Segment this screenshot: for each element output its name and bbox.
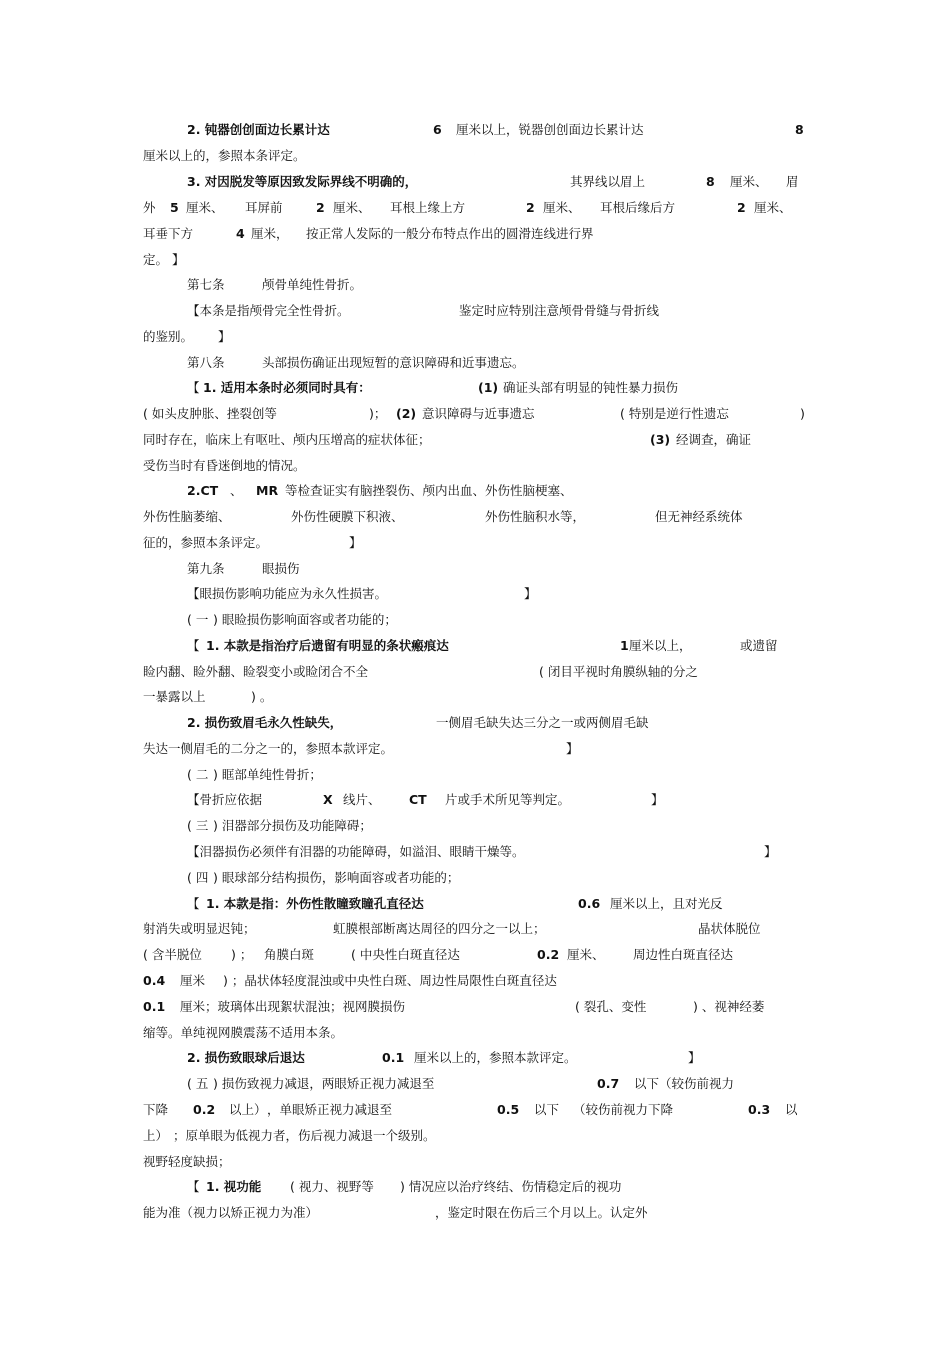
text-segment: 2. 损伤致眉毛永久性缺失， <box>187 715 343 730</box>
text-line <box>0 1150 950 1174</box>
text-line <box>0 737 950 761</box>
text-segment: 【 <box>187 380 200 395</box>
text-line <box>0 402 950 426</box>
text-segment: 【 <box>187 896 200 911</box>
text-segment: 1. 适用本条时必须同时具有： <box>203 380 371 395</box>
text-line <box>0 995 950 1019</box>
text-segment: 的鉴别。 <box>143 329 194 344</box>
text-segment: 角膜白斑 <box>264 947 315 962</box>
text-segment: 能为准（视力以矫正视力为准） <box>143 1205 319 1220</box>
text-segment: ) 眼睑损伤影响面容或者功能的； <box>213 612 397 627</box>
text-segment: 厘米， <box>251 226 289 241</box>
text-segment: ，单眼矫正视力减退至 <box>267 1102 393 1117</box>
text-segment: 厘米、 <box>543 200 581 215</box>
text-line <box>0 531 950 555</box>
text-line <box>0 685 950 709</box>
text-segment: 经调查，确证 <box>676 432 752 447</box>
text-line <box>0 840 950 864</box>
text-segment: 1. 视功能 <box>206 1179 262 1194</box>
text-segment: ( 含半脱位 <box>143 947 202 962</box>
text-segment: 定。 】 <box>143 252 185 267</box>
text-segment: ( 中央性白斑直径达 <box>351 947 460 962</box>
text-line <box>0 660 950 684</box>
text-segment: MR <box>256 483 279 498</box>
text-segment: 】 <box>218 329 231 344</box>
text-segment: 视野轻度缺损； <box>143 1154 231 1169</box>
text-segment: 2 <box>316 200 325 215</box>
text-segment: 缩等。单纯视网膜震荡不适用本条。 <box>143 1025 344 1040</box>
text-segment: 虹膜根部断离达周径的四分之一以上； <box>333 921 546 936</box>
text-segment: 第八条 <box>187 355 225 370</box>
text-segment: X <box>323 792 333 807</box>
text-segment: ( 一 <box>187 612 209 627</box>
text-segment: ( 裂孔、变性 <box>575 999 647 1014</box>
text-segment: 、 <box>230 483 243 498</box>
text-segment: 射消失或明显迟钝； <box>143 921 256 936</box>
text-segment: 厘米、 <box>333 200 371 215</box>
text-segment: 第七条 <box>187 277 225 292</box>
text-line <box>0 351 950 375</box>
text-segment: 外伤性脑积水等， <box>485 509 586 524</box>
text-segment: 【眼损伤影响功能应为永久性损害。 <box>187 586 388 601</box>
text-segment: 上） <box>143 1128 169 1143</box>
text-segment: 下降 <box>143 1102 169 1117</box>
text-segment: ) 。 <box>251 689 273 704</box>
text-segment: 以上） <box>229 1102 267 1117</box>
text-line <box>0 634 950 658</box>
text-segment: ) 眼球部分结构损伤，影响面容或者功能的； <box>213 870 460 885</box>
text-segment: 厘米以上的，参照本款评定。 <box>414 1050 577 1065</box>
text-segment: 】 <box>524 586 537 601</box>
text-segment: 征的，参照本条评定。 <box>143 535 269 550</box>
text-segment: )； <box>369 406 387 421</box>
text-segment: 0.5 <box>497 1102 520 1117</box>
text-line <box>0 1098 950 1122</box>
text-segment: 片或手术所见等判定。 <box>445 792 571 807</box>
text-segment: (2) <box>396 406 417 421</box>
text-segment: 【 <box>187 638 200 653</box>
text-segment: 【 <box>187 1179 200 1194</box>
text-line <box>0 892 950 916</box>
text-segment: 其界线以眉上 <box>570 174 646 189</box>
text-segment: 厘米、 <box>730 174 768 189</box>
text-segment: 眉 <box>786 174 799 189</box>
text-segment: 【本条是指颅骨完全性骨折。 <box>187 303 350 318</box>
text-segment: 0.2 <box>193 1102 216 1117</box>
text-segment: 】 <box>688 1050 701 1065</box>
text-segment: 耳垂下方 <box>143 226 194 241</box>
text-line <box>0 144 950 168</box>
text-segment: 【骨折应依据 <box>187 792 263 807</box>
text-line <box>0 943 950 967</box>
text-line <box>0 376 950 400</box>
text-segment: 】 <box>764 844 777 859</box>
text-segment: ) 眶部单纯性骨折； <box>213 767 322 782</box>
text-segment: 周边性白斑直径达 <box>633 947 734 962</box>
text-segment: ) 泪器部分损伤及功能障碍； <box>213 818 372 833</box>
text-line <box>0 170 950 194</box>
text-segment: 厘米以上的，参照本条评定。 <box>143 148 306 163</box>
text-segment: 晶状体脱位 <box>698 921 761 936</box>
text-segment: 确证头部有明显的钝性暴力损伤 <box>503 380 679 395</box>
text-segment: ) 情况应以治疗终结、伤情稳定后的视功 <box>400 1179 622 1194</box>
text-segment: 2. 钝器创创面边长累计达 <box>187 122 330 137</box>
text-line <box>0 1175 950 1199</box>
text-segment: 厘米以上，且对光反 <box>610 896 723 911</box>
text-segment: 3. 对因脱发等原因致发际界线不明确的， <box>187 174 418 189</box>
text-line <box>0 582 950 606</box>
text-segment: 1. 本款是指：外伤性散瞳致瞳孔直径达 <box>206 896 424 911</box>
text-segment: (3) <box>650 432 671 447</box>
text-segment: 同时存在，临床上有呕吐、颅内压增高的症状体征； <box>143 432 431 447</box>
text-segment: ) <box>800 406 805 421</box>
text-segment: 颅骨单纯性骨折。 <box>262 277 363 292</box>
text-segment: 厘米；玻璃体出现絮状混浊；视网膜损伤 <box>180 999 406 1014</box>
text-segment: 0.4 <box>143 973 166 988</box>
text-segment: 外伤性脑萎缩、 <box>143 509 231 524</box>
text-segment: 耳根上缘上方 <box>390 200 466 215</box>
text-segment: ) 损伤致视力减退，两眼矫正视力减退至 <box>213 1076 435 1091</box>
text-segment: 耳屏前 <box>245 200 283 215</box>
text-segment: 】 <box>651 792 664 807</box>
text-segment: 4 <box>236 226 245 241</box>
text-segment: 失达一侧眉毛的二分之一的，参照本款评定。 <box>143 741 394 756</box>
text-segment: 】 <box>566 741 579 756</box>
text-segment: ( 视力、视野等 <box>290 1179 374 1194</box>
text-line <box>0 196 950 220</box>
text-segment: ( 四 <box>187 870 209 885</box>
text-segment: 睑内翻、睑外翻、睑裂变小或睑闭合不全 <box>143 664 369 679</box>
text-line <box>0 118 950 142</box>
text-segment: (1) <box>478 380 499 395</box>
text-segment: ) ； <box>231 947 253 962</box>
text-segment: 受伤当时有昏迷倒地的情况。 <box>143 458 306 473</box>
text-segment: 0.2 <box>537 947 560 962</box>
text-segment: 眼损伤 <box>262 561 300 576</box>
text-line <box>0 299 950 323</box>
text-line <box>0 505 950 529</box>
text-segment: 1. 本款是指治疗后遗留有明显的条状瘢痕达 <box>206 638 449 653</box>
text-segment: 2.CT <box>187 483 219 498</box>
text-segment: 0.3 <box>748 1102 771 1117</box>
text-segment: ( 二 <box>187 767 209 782</box>
text-segment: ( 五 <box>187 1076 209 1091</box>
text-segment: 线片、 <box>343 792 381 807</box>
text-segment: ( 如头皮肿胀、挫裂创等 <box>143 406 277 421</box>
text-segment: 8 <box>706 174 715 189</box>
text-segment: 】 <box>349 535 362 550</box>
text-segment: 2 <box>526 200 535 215</box>
text-segment: ；原单眼为低视力者，伤后视力减退一个级别。 <box>173 1128 436 1143</box>
text-segment: 0.1 <box>382 1050 405 1065</box>
text-segment: ( 特别是逆行性遗忘 <box>620 406 729 421</box>
text-segment: 1 <box>620 638 629 653</box>
text-segment: 【泪器损伤必须伴有泪器的功能障碍，如溢泪、眼睛干燥等。 <box>187 844 525 859</box>
text-segment: ，鉴定时限在伤后三个月以上。认定外 <box>435 1205 648 1220</box>
text-segment: 意识障碍与近事遗忘 <box>422 406 535 421</box>
text-line <box>0 222 950 246</box>
text-line <box>0 454 950 478</box>
text-segment: ( 三 <box>187 818 209 833</box>
text-segment: CT <box>409 792 427 807</box>
text-line <box>0 479 950 503</box>
text-segment: ) ；晶状体轻度混浊或中央性白斑、周边性局限性白斑直径达 <box>223 973 557 988</box>
text-segment: ) 、视神经萎 <box>693 999 765 1014</box>
text-segment: 一暴露以上 <box>143 689 206 704</box>
text-segment: 厘米以上，锐器创创面边长累计达 <box>456 122 644 137</box>
text-segment: 外伤性硬膜下积液、 <box>291 509 404 524</box>
text-line <box>0 428 950 452</box>
text-segment: 以下 <box>534 1102 560 1117</box>
text-line <box>0 866 950 890</box>
text-segment: 头部损伤确证出现短暂的意识障碍和近事遗忘。 <box>262 355 525 370</box>
text-line <box>0 711 950 735</box>
text-line <box>0 814 950 838</box>
text-segment: 或遗留 <box>740 638 778 653</box>
text-segment: （较伤前视力下降 <box>573 1102 674 1117</box>
text-segment: 第九条 <box>187 561 225 576</box>
text-segment: 2 <box>737 200 746 215</box>
text-line <box>0 608 950 632</box>
text-segment: 0.6 <box>578 896 601 911</box>
text-segment: 厘米、 <box>754 200 792 215</box>
text-segment: 按正常人发际的一般分布特点作出的圆滑连线进行界 <box>306 226 594 241</box>
text-line <box>0 969 950 993</box>
text-segment: ( 闭目平视时角膜纵轴的分之 <box>539 664 698 679</box>
text-line <box>0 248 950 272</box>
text-segment: 等检查证实有脑挫裂伤、颅内出血、外伤性脑梗塞、 <box>285 483 573 498</box>
text-line <box>0 1124 950 1148</box>
text-line <box>0 1072 950 1096</box>
text-segment: 一侧眉毛缺失达三分之一或两侧眉毛缺 <box>436 715 649 730</box>
text-segment: 以下（较伤前视力 <box>634 1076 735 1091</box>
text-segment: 8 <box>795 122 804 137</box>
text-segment: 厘米、 <box>567 947 605 962</box>
text-segment: 耳根后缘后方 <box>600 200 676 215</box>
text-line <box>0 917 950 941</box>
text-segment: 以 <box>785 1102 798 1117</box>
text-line <box>0 763 950 787</box>
text-segment: 2. 损伤致眼球后退达 <box>187 1050 305 1065</box>
text-segment: 但无神经系统体 <box>655 509 743 524</box>
text-segment: 0.1 <box>143 999 166 1014</box>
text-segment: 外 <box>143 200 156 215</box>
text-segment: 鉴定时应特别注意颅骨骨缝与骨折线 <box>459 303 660 318</box>
text-segment: 0.7 <box>597 1076 620 1091</box>
text-line <box>0 273 950 297</box>
text-segment: 5 <box>170 200 179 215</box>
text-segment: 6 <box>433 122 442 137</box>
text-line <box>0 557 950 581</box>
text-line <box>0 325 950 349</box>
text-segment: 厘米以上， <box>629 638 692 653</box>
text-segment: 厘米 <box>180 973 206 988</box>
text-line <box>0 1046 950 1070</box>
text-line <box>0 788 950 812</box>
text-segment: 厘米、 <box>186 200 224 215</box>
text-line <box>0 1021 950 1045</box>
text-line <box>0 1201 950 1225</box>
